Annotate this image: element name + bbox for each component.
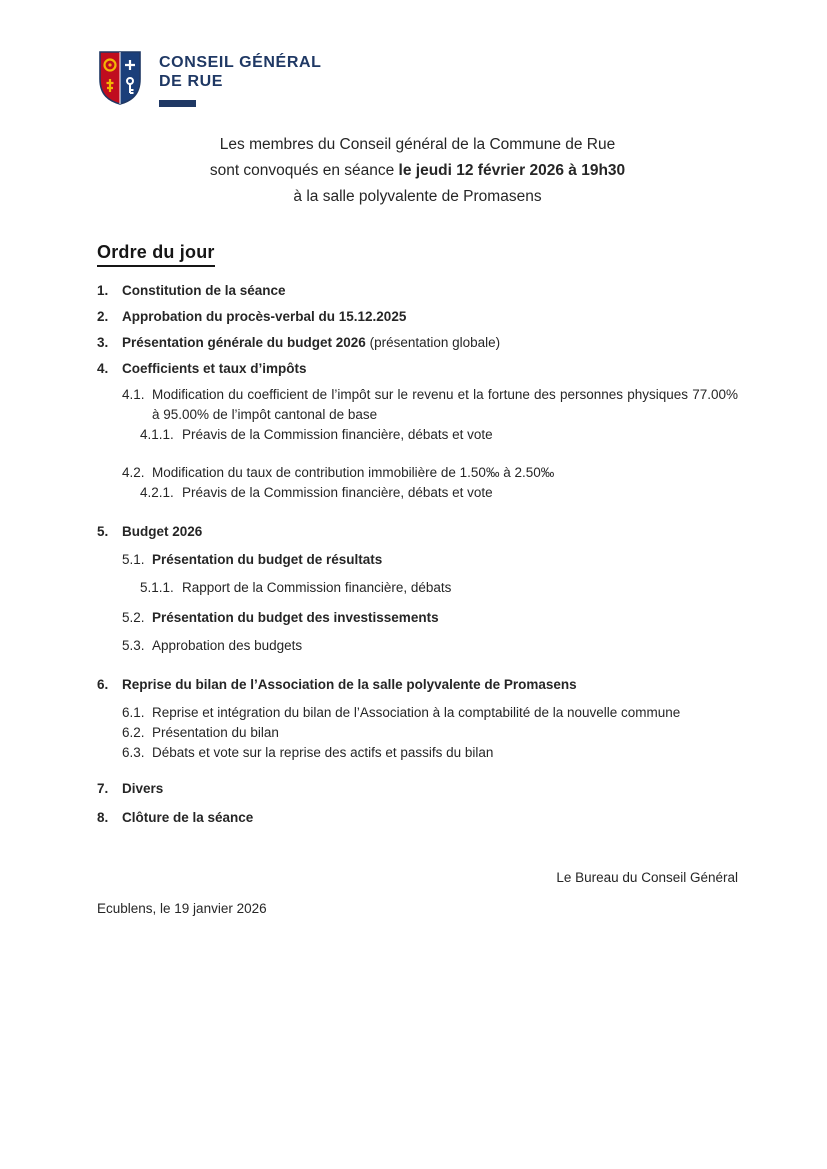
intro-line2-normal: sont convoqués en séance: [209, 162, 399, 179]
agenda-item: [97, 307, 738, 327]
agenda-item: [97, 425, 738, 445]
agenda-item: [97, 636, 738, 656]
item-text: Présentation du budget des investissements: [152, 610, 439, 625]
item-number: 2.: [97, 309, 109, 324]
agenda-title: Ordre du jour: [97, 242, 215, 267]
item-number: 5.3.: [122, 638, 145, 653]
item-number: 4.: [97, 361, 109, 376]
agenda-item: [97, 522, 738, 542]
intro-line3: à la salle polyvalente de Promasens: [293, 188, 542, 205]
item-text: Modification du coefficient de l’impôt sur le revenu et la fortune des personnes physiques 77.00% à 95.00% de l’impôt cantonal de base: [152, 387, 738, 422]
item-text: Présentation du bilan: [152, 725, 279, 740]
item-number: 6.3.: [122, 745, 145, 760]
agenda-item: [97, 281, 738, 301]
item-number: 5.2.: [122, 610, 145, 625]
item-text: Préavis de la Commission financière, débats et vote: [182, 427, 493, 442]
item-text: Débats et vote sur la reprise des actifs et passifs du bilan: [152, 745, 494, 760]
item-text: Divers: [122, 781, 164, 796]
item-text-bold: Présentation générale du budget 2026: [122, 335, 366, 350]
item-text: Rapport de la Commission financière, débats: [182, 580, 452, 595]
agenda-item: [97, 743, 738, 763]
item-number: 4.1.: [122, 387, 145, 402]
agenda-item: [97, 675, 738, 695]
item-text-suffix: (présentation globale): [365, 335, 501, 350]
org-name-line1: CONSEIL GÉNÉRAL: [159, 54, 322, 71]
agenda-item: [97, 463, 738, 483]
item-number: 4.2.1.: [140, 485, 174, 500]
agenda-item: [97, 385, 738, 425]
item-number: 4.1.1.: [140, 427, 174, 442]
agenda-list: [97, 281, 738, 828]
item-text: Modification du taux de contribution immobilière de 1.50‰ à 2.50‰: [152, 465, 555, 480]
item-number: 4.2.: [122, 465, 145, 480]
agenda-item: [97, 779, 738, 799]
item-number: 6.1.: [122, 705, 145, 720]
item-text: Reprise du bilan de l’Association de la salle polyvalente de Promasens: [122, 677, 577, 692]
agenda-item: [97, 578, 738, 598]
item-text: Coefficients et taux d’impôts: [122, 361, 307, 376]
place-date-line: Ecublens, le 19 janvier 2026: [97, 901, 267, 916]
org-name-block: [159, 50, 322, 107]
agenda-item: [97, 483, 738, 503]
intro-line2-datetime: le jeudi 12 février 2026 à 19h30: [398, 162, 626, 179]
item-number: 6.2.: [122, 725, 145, 740]
agenda-item: [97, 359, 738, 379]
item-number: 1.: [97, 283, 109, 298]
item-text: Préavis de la Commission financière, débats et vote: [182, 485, 493, 500]
agenda-item: [97, 550, 738, 570]
convocation-intro: [97, 132, 738, 210]
item-number: 8.: [97, 810, 109, 825]
letterhead-accent-bar: [159, 100, 196, 107]
item-text: Budget 2026: [122, 524, 203, 539]
agenda-item: [97, 808, 738, 828]
signature-line: Le Bureau du Conseil Général: [556, 870, 738, 885]
agenda-item: [97, 608, 738, 628]
item-number: 5.: [97, 524, 109, 539]
item-text: Clôture de la séance: [122, 810, 254, 825]
item-text: Présentation du budget de résultats: [152, 552, 383, 567]
coat-of-arms-icon: [97, 50, 143, 106]
item-text: Constitution de la séance: [122, 283, 286, 298]
agenda-item: [97, 723, 738, 743]
agenda-item: [97, 333, 738, 353]
agenda-item: [97, 703, 738, 723]
item-number: 5.1.: [122, 552, 145, 567]
item-text: Reprise et intégration du bilan de l’Association à la comptabilité de la nouvelle commune: [152, 705, 681, 720]
item-number: 6.: [97, 677, 109, 692]
item-number: 3.: [97, 335, 109, 350]
item-text: Approbation du procès-verbal du 15.12.2025: [122, 309, 407, 324]
item-number: 5.1.1.: [140, 580, 174, 595]
item-text: Approbation des budgets: [152, 638, 303, 653]
intro-line1: Les membres du Conseil général de la Commune de Rue: [219, 136, 616, 153]
org-name-line2: DE RUE: [159, 73, 224, 90]
item-text: [122, 333, 738, 353]
item-number: 7.: [97, 781, 109, 796]
letterhead: [97, 50, 738, 106]
